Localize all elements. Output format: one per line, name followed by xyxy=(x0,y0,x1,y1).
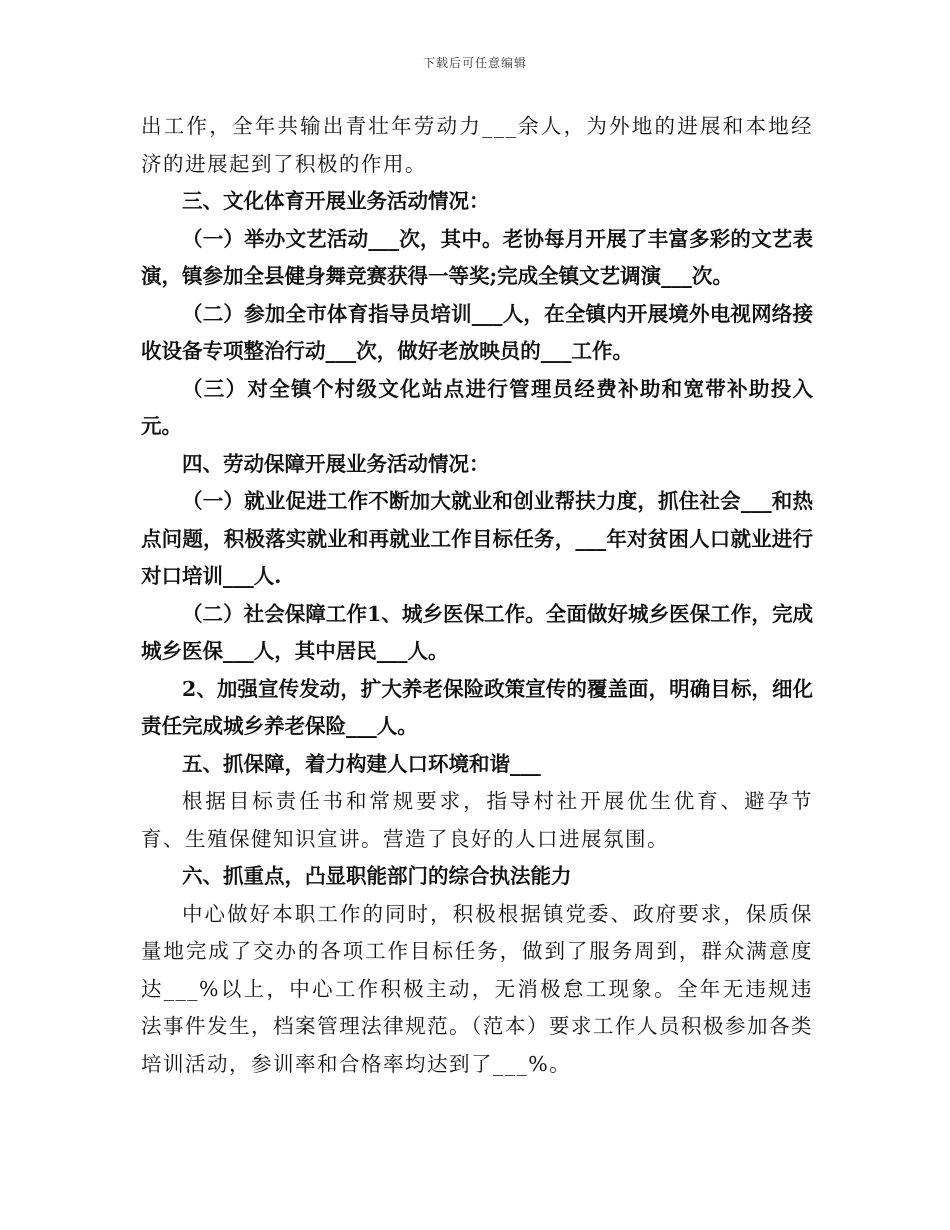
paragraph-labor-3: 2、加强宣传发动，扩大养老保险政策宣传的覆盖面，明确目标，细化责任完成城乡养老保险___人。 xyxy=(141,676,813,738)
document-body xyxy=(141,108,813,1083)
heading-labor-security: 四、劳动保障开展业务活动情况： xyxy=(182,451,490,476)
paragraph-intro: 出工作，全年共输出青壮年劳动力___余人，为外地的进展和本地经济的进展起到了积极的作用。 xyxy=(141,114,813,176)
paragraph-culture-2: （二）参加全市体育指导员培训___人，在全镇内开展境外电视网络接收设备专项整治行动___次，做好老放映员的___工作。 xyxy=(141,301,813,363)
heading-enforcement: 六、抓重点，凸显职能部门的综合执法能力 xyxy=(182,864,572,888)
heading-population: 五、抓保障，着力构建人口环境和谐___ xyxy=(182,751,541,776)
paragraph-labor-1: （一）就业促进工作不断加大就业和创业帮扶力度，抓住社会___和热点问题，积极落实就业和再就业工作目标任务，___年对贫困人口就业进行对口培训___人. xyxy=(141,489,813,588)
paragraph-population: 根据目标责任书和常规要求，指导村社开展优生优育、避孕节育、生殖保健知识宣讲。营造了良好的人口进展氛围。 xyxy=(141,789,813,851)
paragraph-culture-1: （一）举办文艺活动___次，其中。老协每月开展了丰富多彩的文艺表演，镇参加全县健身舞竞赛获得一等奖;完成全镇文艺调演___次。 xyxy=(141,226,813,288)
paragraph-labor-2: （二）社会保障工作1、城乡医保工作。全面做好城乡医保工作，完成城乡医保___人，其中居民___人。 xyxy=(141,601,813,663)
page-header: 下载后可任意编辑 xyxy=(422,56,527,70)
paragraph-culture-3: （三）对全镇个村级文化站点进行管理员经费补助和宽带补助投入元。 xyxy=(141,376,813,438)
heading-culture-sports: 三、文化体育开展业务活动情况： xyxy=(182,189,490,213)
paragraph-enforcement: 中心做好本职工作的同时，积极根据镇党委、政府要求，保质保量地完成了交办的各项工作目标任务，做到了服务周到，群众满意度达___%以上，中心工作积极主动，无消极怠工现象。全年无违规违法事件发生，档案管理法律规范。（范本）要求工作人员积极参加各类培训活动，参训率和合格率均达到了___%。 xyxy=(141,901,813,1076)
